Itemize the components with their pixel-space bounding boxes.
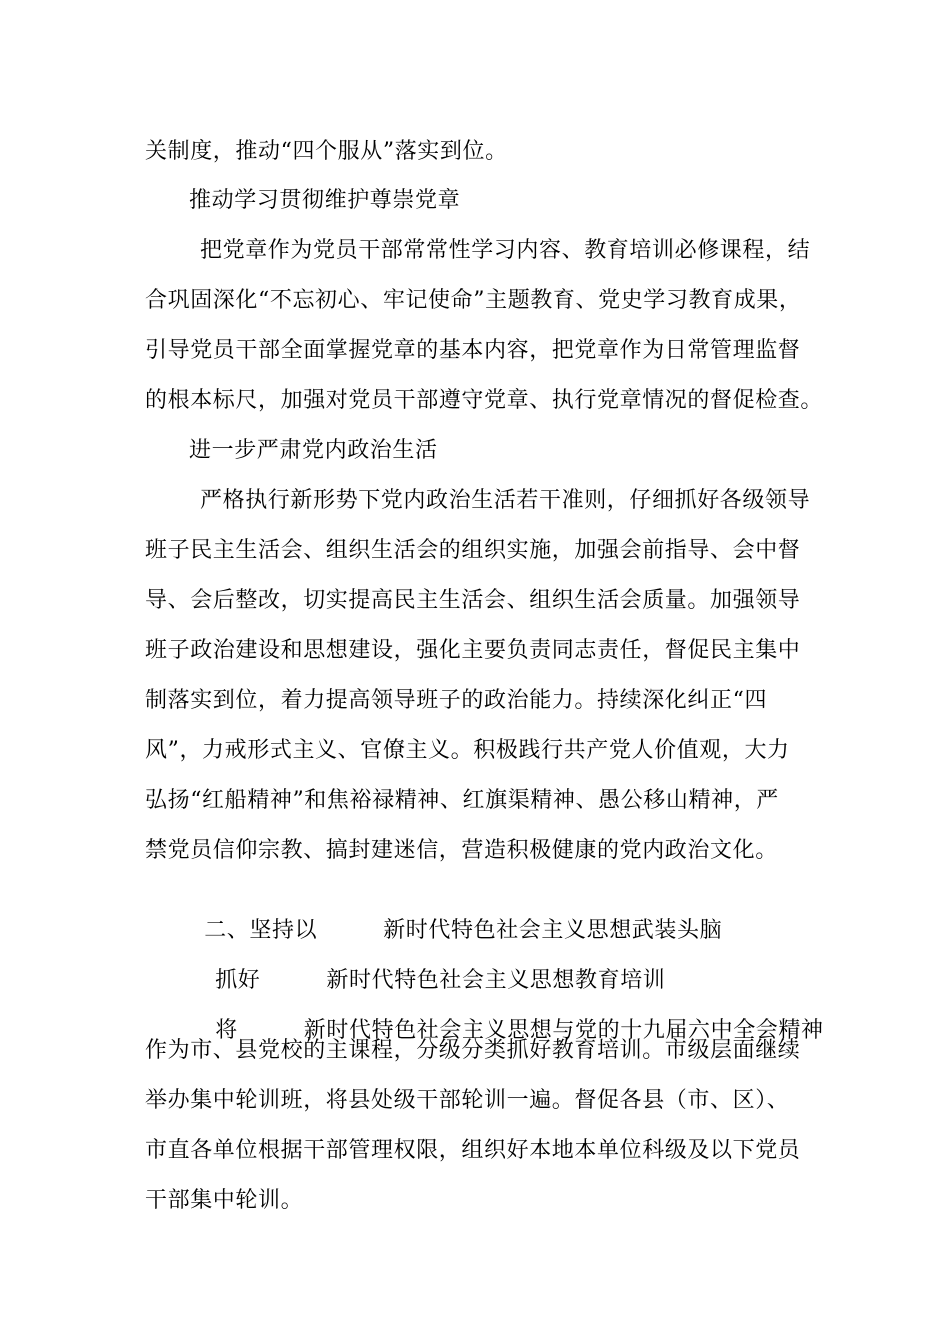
paragraph-line: 的根本标尺，加强对党员干部遵守党章、执行党章情况的督促检查。: [145, 388, 824, 413]
paragraph-line: 严格执行新形势下党内政治生活若干准则，仔细抓好各级领导: [200, 488, 811, 513]
paragraph-line: 干部集中轮训。: [145, 1188, 304, 1213]
paragraph-line: 班子政治建设和思想建设，强化主要负责同志责任，督促民主集中: [145, 638, 801, 663]
chapter-heading-prefix: 二、坚持以: [204, 918, 318, 943]
paragraph-line: 市直各单位根据干部管理权限，组织好本地本单位科级及以下党员: [145, 1138, 801, 1163]
paragraph-line: 禁党员信仰宗教、搞封建迷信，营造积极健康的党内政治文化。: [145, 838, 778, 863]
paragraph-line: 作为市、县党校的主课程，分级分类抓好教育培训。市级层面继续: [145, 1038, 801, 1063]
paragraph-line: 引导党员干部全面掌握党章的基本内容，把党章作为日常管理监督: [145, 338, 801, 363]
paragraph-line: 制落实到位，着力提高领导班子的政治能力。持续深化纠正“四: [145, 688, 768, 713]
paragraph-prefix: 将: [215, 1018, 238, 1043]
paragraph-line: 把党章作为党员干部常常性学习内容、教育培训必修课程，结: [200, 238, 811, 263]
section-heading-suffix: 新时代特色社会主义思想教育培训: [326, 968, 666, 993]
chapter-heading-suffix: 新时代特色社会主义思想武装头脑: [383, 918, 723, 943]
paragraph-suffix: 新时代特色社会主义思想与党的十九届六中全会精神: [303, 1018, 824, 1043]
paragraph-line: 导、会后整改，切实提高民主生活会、组织生活会质量。加强领导: [145, 588, 801, 613]
section-heading: 进一步严肃党内政治生活: [189, 438, 438, 463]
paragraph-line: 关制度，推动“四个服从”落实到位。: [145, 139, 508, 164]
paragraph-line: 班子民主生活会、组织生活会的组织实施，加强会前指导、会中督: [145, 538, 801, 563]
paragraph-line: 风”，力戒形式主义、官僚主义。积极践行共产党人价值观，大力: [145, 738, 790, 763]
paragraph-line: 合巩固深化“不忘初心、牢记使命”主题教育、党史学习教育成果，: [145, 288, 802, 313]
paragraph-line: 弘扬“红船精神”和焦裕禄精神、红旗渠精神、愚公移山精神，严: [145, 788, 779, 813]
section-heading: 推动学习贯彻维护尊崇党章: [189, 188, 461, 213]
section-heading-prefix: 抓好: [215, 968, 261, 993]
paragraph-line: 举办集中轮训班，将县处级干部轮训一遍。督促各县（市、区）、: [145, 1088, 790, 1113]
